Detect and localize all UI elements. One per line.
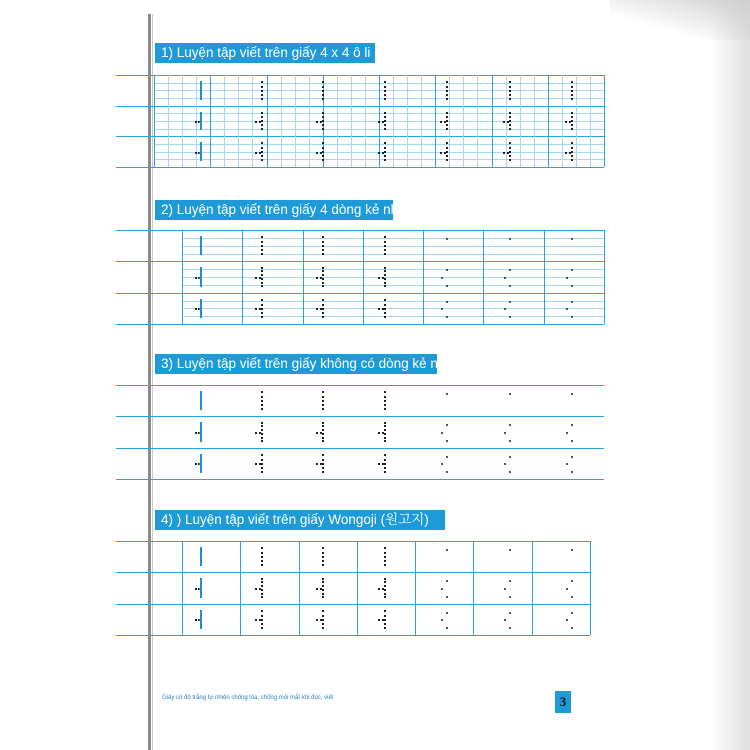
dot-point	[446, 471, 448, 473]
dot-point	[446, 316, 448, 318]
dot-point	[441, 432, 443, 434]
grid-column-line	[604, 75, 605, 167]
dotted-stroke	[261, 299, 265, 318]
dot-point	[446, 627, 448, 629]
dot-point	[509, 393, 511, 395]
solid-stroke	[200, 112, 202, 131]
dotted-stroke	[509, 142, 513, 161]
grid-column-line	[604, 230, 605, 324]
dot-point	[571, 269, 573, 271]
dotted-stroke	[195, 152, 200, 156]
grid-column-subline	[463, 75, 464, 167]
page-corner-shadow	[610, 0, 750, 40]
section-1-title: 1) Luyện tập viết trên giấy 4 x 4 ô li	[155, 43, 375, 63]
solid-stroke	[200, 236, 202, 255]
practice-grid-no-small-lines	[116, 385, 604, 479]
grid-column-line	[240, 541, 241, 635]
dotted-stroke	[255, 121, 261, 125]
dotted-stroke	[440, 152, 446, 156]
grid-column-line	[154, 75, 155, 167]
grid-column-subline	[224, 75, 225, 167]
dotted-stroke	[503, 152, 509, 156]
dotted-stroke	[316, 432, 322, 436]
grid-column-subline	[407, 75, 408, 167]
grid-column-line	[182, 230, 183, 324]
dot-point	[509, 471, 511, 473]
dot-point	[446, 612, 448, 614]
solid-stroke	[200, 142, 202, 161]
dot-point	[566, 463, 568, 465]
dotted-stroke	[384, 454, 388, 473]
grid-subline	[182, 285, 604, 286]
dotted-stroke	[316, 121, 322, 125]
dot-point	[571, 393, 573, 395]
grid-column-subline	[309, 75, 310, 167]
dot-point	[504, 277, 506, 279]
grid-line	[116, 136, 604, 137]
dot-point	[446, 596, 448, 598]
dot-point	[509, 440, 511, 442]
dotted-stroke	[322, 422, 326, 441]
grid-column-line	[363, 230, 364, 324]
dot-point	[504, 619, 506, 621]
dotted-stroke	[195, 121, 200, 125]
grid-line	[116, 604, 590, 605]
grid-subline	[182, 301, 604, 302]
dotted-stroke	[384, 142, 388, 161]
dotted-stroke	[384, 391, 388, 410]
dot-point	[509, 316, 511, 318]
solid-stroke	[200, 454, 202, 473]
dot-point	[571, 424, 573, 426]
grid-line	[116, 479, 604, 480]
dotted-stroke	[322, 547, 326, 566]
dot-point	[571, 627, 573, 629]
dotted-stroke	[378, 619, 384, 623]
section-3-title: 3) Luyện tập viết trên giấy không có dòng kẻ nhỏ	[155, 354, 437, 374]
dotted-stroke	[261, 236, 265, 255]
dot-point	[509, 549, 511, 551]
dot-point	[446, 440, 448, 442]
dot-point	[571, 238, 573, 240]
dotted-stroke	[316, 463, 322, 467]
grid-line	[116, 293, 604, 294]
dotted-stroke	[261, 267, 265, 286]
dot-point	[571, 456, 573, 458]
dotted-stroke	[316, 277, 322, 281]
dot-point	[571, 596, 573, 598]
grid-column-subline	[393, 75, 394, 167]
dotted-stroke	[195, 432, 200, 436]
dotted-stroke	[322, 391, 326, 410]
dotted-stroke	[255, 308, 261, 312]
grid-line	[116, 416, 604, 417]
dot-point	[441, 463, 443, 465]
dot-point	[571, 580, 573, 582]
dot-point	[441, 308, 443, 310]
dot-point	[509, 612, 511, 614]
dot-point	[504, 308, 506, 310]
dotted-stroke	[316, 308, 322, 312]
dot-point	[446, 393, 448, 395]
grid-column-subline	[477, 75, 478, 167]
dotted-stroke	[322, 578, 326, 597]
page-number: 3	[555, 691, 571, 713]
dot-point	[571, 301, 573, 303]
dot-point	[504, 432, 506, 434]
dotted-stroke	[384, 422, 388, 441]
dotted-stroke	[261, 142, 265, 161]
dotted-stroke	[384, 299, 388, 318]
dotted-stroke	[195, 463, 200, 467]
dotted-stroke	[261, 578, 265, 597]
grid-subline	[182, 277, 604, 278]
grid-column-line	[182, 541, 183, 635]
grid-subline	[182, 254, 604, 255]
grid-column-subline	[281, 75, 282, 167]
dotted-stroke	[255, 463, 261, 467]
dotted-stroke	[261, 81, 265, 100]
grid-line	[116, 541, 590, 542]
footer-caption: Giấy có độ trắng tự nhiên chống lóa, chống mỏi mắt khi đọc, viết	[162, 695, 334, 701]
dot-point	[441, 277, 443, 279]
dotted-stroke	[384, 236, 388, 255]
dotted-stroke	[255, 432, 261, 436]
solid-stroke	[200, 610, 202, 629]
dot-point	[509, 269, 511, 271]
grid-subline	[182, 238, 604, 239]
dotted-stroke	[261, 391, 265, 410]
grid-column-subline	[590, 75, 591, 167]
grid-column-line	[357, 541, 358, 635]
dotted-stroke	[261, 610, 265, 629]
dot-point	[504, 588, 506, 590]
grid-subline	[182, 269, 604, 270]
grid-subline	[182, 246, 604, 247]
dotted-stroke	[378, 277, 384, 281]
dotted-stroke	[378, 121, 384, 125]
dot-point	[566, 588, 568, 590]
dotted-stroke	[316, 619, 322, 623]
dotted-stroke	[378, 152, 384, 156]
dotted-stroke	[384, 578, 388, 597]
dotted-stroke	[261, 422, 265, 441]
dotted-stroke	[384, 81, 388, 100]
dot-point	[571, 440, 573, 442]
grid-column-subline	[562, 75, 563, 167]
dot-point	[446, 456, 448, 458]
grid-column-subline	[238, 75, 239, 167]
grid-line	[116, 106, 604, 107]
grid-column-subline	[182, 75, 183, 167]
dotted-stroke	[440, 121, 446, 125]
dotted-stroke	[384, 610, 388, 629]
dotted-stroke	[509, 112, 513, 131]
dot-point	[446, 285, 448, 287]
solid-stroke	[200, 81, 202, 100]
grid-column-line	[532, 541, 533, 635]
grid-line	[116, 572, 590, 573]
grid-subline	[182, 308, 604, 309]
grid-subline	[182, 316, 604, 317]
dotted-stroke	[195, 308, 200, 312]
section-2-title: 2) Luyện tập viết trên giấy 4 dòng kẻ nhỏ	[155, 200, 393, 220]
grid-column-subline	[252, 75, 253, 167]
grid-column-line	[483, 230, 484, 324]
dotted-stroke	[322, 81, 326, 100]
solid-stroke	[200, 422, 202, 441]
dotted-stroke	[565, 152, 571, 156]
grid-line	[116, 230, 604, 231]
grid-column-line	[548, 75, 549, 167]
grid-column-line	[299, 541, 300, 635]
dot-point	[509, 238, 511, 240]
grid-column-line	[242, 230, 243, 324]
dotted-stroke	[255, 277, 261, 281]
grid-column-line	[267, 75, 268, 167]
grid-column-line	[590, 541, 591, 635]
dot-point	[446, 238, 448, 240]
dot-point	[571, 549, 573, 551]
dotted-stroke	[446, 112, 450, 131]
dot-point	[446, 269, 448, 271]
dotted-stroke	[322, 142, 326, 161]
dot-point	[566, 308, 568, 310]
dotted-stroke	[378, 432, 384, 436]
dotted-stroke	[446, 81, 450, 100]
solid-stroke	[200, 547, 202, 566]
dotted-stroke	[446, 142, 450, 161]
grid-line	[116, 385, 604, 386]
dotted-stroke	[322, 267, 326, 286]
dotted-stroke	[378, 588, 384, 592]
dot-point	[509, 627, 511, 629]
dot-point	[509, 456, 511, 458]
grid-column-line	[423, 230, 424, 324]
dotted-stroke	[384, 547, 388, 566]
dotted-stroke	[384, 267, 388, 286]
grid-line	[116, 448, 604, 449]
dot-point	[509, 580, 511, 582]
grid-column-line	[473, 541, 474, 635]
grid-column-line	[210, 75, 211, 167]
solid-stroke	[200, 299, 202, 318]
section-4-title: 4) ) Luyện tập viết trên giấy Wongoji (원고지)	[155, 510, 445, 530]
dot-point	[509, 424, 511, 426]
solid-stroke	[200, 578, 202, 597]
dot-point	[441, 619, 443, 621]
grid-column-line	[435, 75, 436, 167]
dot-point	[441, 588, 443, 590]
dotted-stroke	[509, 81, 513, 100]
grid-line	[116, 324, 604, 325]
dot-point	[571, 316, 573, 318]
dot-point	[566, 619, 568, 621]
dotted-stroke	[378, 308, 384, 312]
grid-column-line	[544, 230, 545, 324]
grid-column-subline	[576, 75, 577, 167]
grid-column-subline	[351, 75, 352, 167]
dot-point	[571, 612, 573, 614]
grid-column-subline	[168, 75, 169, 167]
grid-line	[116, 75, 604, 76]
dot-point	[509, 596, 511, 598]
grid-column-line	[415, 541, 416, 635]
dotted-stroke	[316, 152, 322, 156]
dot-point	[504, 463, 506, 465]
dotted-stroke	[571, 81, 575, 100]
dotted-stroke	[322, 112, 326, 131]
grid-column-subline	[365, 75, 366, 167]
dotted-stroke	[255, 588, 261, 592]
practice-grid-4-lines	[116, 230, 604, 324]
dotted-stroke	[261, 112, 265, 131]
dot-point	[446, 424, 448, 426]
dotted-stroke	[255, 619, 261, 623]
dot-point	[446, 301, 448, 303]
grid-column-line	[492, 75, 493, 167]
dotted-stroke	[571, 142, 575, 161]
grid-line	[116, 261, 604, 262]
dot-point	[509, 301, 511, 303]
dotted-stroke	[255, 152, 261, 156]
dotted-stroke	[261, 454, 265, 473]
dot-point	[509, 285, 511, 287]
dot-point	[571, 471, 573, 473]
grid-line	[116, 167, 604, 168]
dotted-stroke	[322, 236, 326, 255]
dotted-stroke	[571, 112, 575, 131]
dotted-stroke	[565, 121, 571, 125]
dotted-stroke	[316, 588, 322, 592]
dotted-stroke	[261, 547, 265, 566]
dot-point	[566, 432, 568, 434]
grid-line	[116, 635, 590, 636]
dotted-stroke	[378, 463, 384, 467]
dotted-stroke	[503, 121, 509, 125]
dot-point	[566, 277, 568, 279]
solid-stroke	[200, 267, 202, 286]
practice-grid-wongoji	[116, 541, 590, 635]
grid-column-subline	[534, 75, 535, 167]
dotted-stroke	[322, 299, 326, 318]
dotted-stroke	[195, 588, 200, 592]
grid-column-subline	[337, 75, 338, 167]
dot-point	[446, 580, 448, 582]
grid-column-subline	[421, 75, 422, 167]
grid-column-line	[303, 230, 304, 324]
dotted-stroke	[195, 277, 200, 281]
dot-point	[571, 285, 573, 287]
solid-stroke	[200, 391, 202, 410]
dot-point	[446, 549, 448, 551]
dotted-stroke	[322, 454, 326, 473]
practice-grid-4x4	[116, 75, 604, 167]
grid-column-subline	[295, 75, 296, 167]
grid-column-subline	[520, 75, 521, 167]
dotted-stroke	[195, 619, 200, 623]
dotted-stroke	[384, 112, 388, 131]
dotted-stroke	[322, 610, 326, 629]
